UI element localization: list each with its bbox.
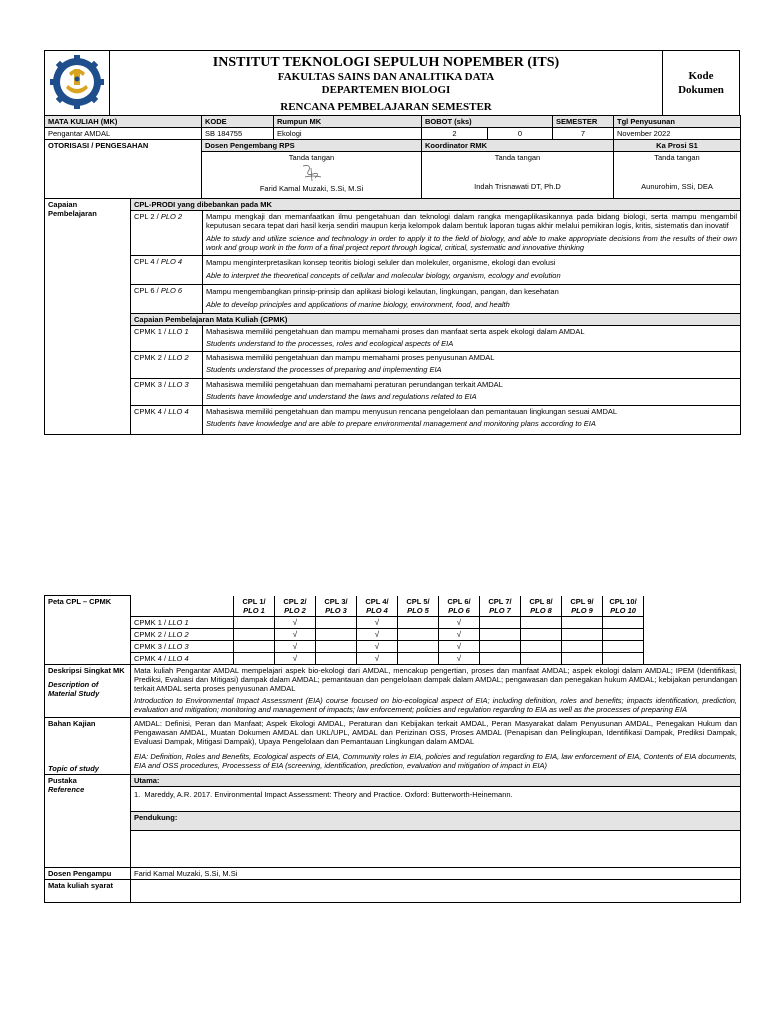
cpmk-code xyxy=(131,406,203,435)
cpmk-description-en: Students understand the processes of preparing and implementing EIA xyxy=(206,365,442,374)
cpl-description-id: Mampu mengkaji dan memanfaatkan ilmu pengetahuan dan teknologi dalam rangka mengaplikasikannya pada bidang biologi, serta mampu mengambil keputusan secara tepat dari hasil kerja sendiri maupun kerja kelompok dalam bentuk laporan tugas akhir melalui pemikiran logis, kritis, sistematis dan inovatif xyxy=(203,211,741,232)
matrix-row xyxy=(131,616,736,628)
matrix-spacer xyxy=(644,640,736,652)
document-header xyxy=(44,50,740,116)
cpl-code xyxy=(131,211,203,256)
matrix-spacer xyxy=(644,616,736,628)
matrix-check-cell xyxy=(316,616,357,628)
signature-kaprodi-label: Tanda tangan xyxy=(654,153,700,162)
plo-label: PLO 3 xyxy=(325,605,347,615)
matrix-check-cell xyxy=(562,652,603,664)
cpl-label: CPL 1/ xyxy=(242,596,266,606)
plo-label: PLO 4 xyxy=(366,605,388,615)
signature-kaprodi xyxy=(614,152,741,199)
institute-name: INSTITUT TEKNOLOGI SEPULUH NOPEMBER (ITS) xyxy=(212,55,560,70)
cpmk-header: Capaian Pembelajaran Mata Kuliah (CPMK) xyxy=(131,314,741,326)
capaian-label-line-2: Pembelajaran xyxy=(48,209,97,218)
matrix-check-cell xyxy=(234,616,275,628)
matrix-check-cell xyxy=(234,628,275,640)
peta-matrix-cell xyxy=(131,596,741,665)
matrix-row xyxy=(131,628,736,640)
cpl-label: CPL 7/ xyxy=(488,596,512,606)
document-title: RENCANA PEMBELAJARAN SEMESTER xyxy=(280,101,492,113)
cpmk-description xyxy=(203,326,741,352)
cpmk-code xyxy=(131,352,203,379)
label-kode: KODE xyxy=(202,116,274,128)
cpl-code xyxy=(131,285,203,314)
matrix-check-cell xyxy=(603,640,644,652)
matrix-check-cell: √ xyxy=(275,652,316,664)
matrix-check-cell: √ xyxy=(275,628,316,640)
label-dosen-pengembang: Dosen Pengembang RPS xyxy=(202,140,422,152)
course-code: SB 184755 xyxy=(202,128,274,140)
matrix-check-cell xyxy=(603,652,644,664)
llo-label: LLO 2 xyxy=(168,629,189,639)
cpl-label: CPL 2/ xyxy=(283,596,307,606)
course-semester: 7 xyxy=(553,128,614,140)
cpl-description-id: Mampu menginterpretasikan konsep teoritis biologi seluler dan molekuler, organisme, ekologi dan evolusi xyxy=(203,256,741,269)
matrix-check-cell xyxy=(316,628,357,640)
matrix-corner xyxy=(131,596,234,617)
plo-label: PLO 5 xyxy=(407,605,429,615)
detail-table xyxy=(44,595,741,903)
signature-koordinator xyxy=(422,152,614,199)
cpl-label: CPL 9/ xyxy=(570,596,594,606)
matrix-col-header xyxy=(562,596,603,617)
cpmk-description xyxy=(203,406,741,435)
cpl-label: CPL 3/ xyxy=(324,596,348,606)
cpmk-description-id: Mahasiswa memiliki pengetahuan dan mampu menyusun rencana pengelolaan dan pemantauan lingkungan sesuai AMDAL xyxy=(206,407,618,416)
label-dosen-pengampu: Dosen Pengampu xyxy=(45,867,131,879)
label-mata-kuliah: MATA KULIAH (MK) xyxy=(45,116,202,128)
llo-code-text: LLO 2 xyxy=(168,353,189,362)
cpmk-description xyxy=(203,352,741,379)
label-bobot: BOBOT (sks) xyxy=(422,116,553,128)
matrix-spacer xyxy=(644,596,736,617)
matrix-col-header xyxy=(316,596,357,617)
institution-title-block xyxy=(110,51,663,116)
course-bobot-practice: 0 xyxy=(488,128,553,140)
cpmk-code-text: CPMK 4 / xyxy=(134,407,169,416)
matrix-row-label xyxy=(131,628,234,640)
cpl-description-en: Able to develop principles and applications of marine biology, environment, food, and health xyxy=(203,297,741,314)
matrix-check-cell xyxy=(562,628,603,640)
matrix-check-cell xyxy=(398,616,439,628)
bahan-label: Bahan Kajian xyxy=(48,718,96,728)
cpmk-description xyxy=(203,379,741,406)
matrix-col-header xyxy=(480,596,521,617)
cpl-code xyxy=(131,256,203,285)
plo-label: PLO 8 xyxy=(530,605,552,615)
course-date: November 2022 xyxy=(614,128,741,140)
matrix-check-cell: √ xyxy=(439,640,480,652)
cpmk-code-text: CPMK 3 / xyxy=(134,380,169,389)
matrix-col-header xyxy=(234,596,275,617)
matrix-row-label xyxy=(131,652,234,664)
matrix-col-header xyxy=(603,596,644,617)
matrix-check-cell: √ xyxy=(439,652,480,664)
cpl-prodi-header: CPL-PRODI yang dibebankan pada MK xyxy=(131,199,741,211)
matrix-check-cell xyxy=(480,628,521,640)
bahan-text-en: EIA: Definition, Roles and Benefits, Ecological aspects of EIA, Community roles in EIA, policies and regulation regarding to EIA, law enforcement of EIA, Contents of EIA documents, EIA and OSS procedures, Processess of EIA (screening, identification, prediction, evaluation and mitigation of impact in EIA) xyxy=(134,751,737,770)
cpmk-label: CPMK 3 / xyxy=(134,641,169,651)
signature-koordinator-label: Tanda tangan xyxy=(494,153,541,162)
matrix-check-cell xyxy=(521,616,562,628)
deskripsi-label: Deskripsi Singkat MK xyxy=(48,665,125,675)
bahan-content xyxy=(131,717,741,774)
signature-dosen-name: Farid Kamal Muzaki, S.Si, M.Si xyxy=(259,184,364,193)
course-bobot-theory: 2 xyxy=(422,128,488,140)
cpmk-code xyxy=(131,379,203,406)
llo-label: LLO 3 xyxy=(168,641,189,651)
plo-code-text: PLO 6 xyxy=(160,286,183,295)
cpmk-label: CPMK 1 / xyxy=(134,617,169,627)
matrix-check-cell xyxy=(521,652,562,664)
llo-label: LLO 1 xyxy=(168,617,189,627)
course-info-table xyxy=(44,115,741,199)
label-pustaka xyxy=(45,774,131,867)
matrix-row-label xyxy=(131,616,234,628)
matrix-col-header xyxy=(521,596,562,617)
matrix-spacer xyxy=(644,628,736,640)
matrix-check-cell: √ xyxy=(357,628,398,640)
mk-syarat-content xyxy=(131,879,741,902)
matrix-row xyxy=(131,640,736,652)
matrix-col-header xyxy=(357,596,398,617)
matrix-check-cell xyxy=(562,616,603,628)
label-koordinator: Koordinator RMK xyxy=(422,140,614,152)
matrix-check-cell xyxy=(521,640,562,652)
label-deskripsi xyxy=(45,664,131,717)
cpl-label: CPL 4/ xyxy=(365,596,389,606)
matrix-check-cell xyxy=(480,616,521,628)
cpl-description-id: Mampu mengembangkan prinsip-prinsip dan aplikasi biologi kelautan, lingkungan, pangan, dan kesehatan xyxy=(203,285,741,298)
label-kaprodi: Ka Prosi S1 xyxy=(614,140,741,152)
matrix-check-cell xyxy=(603,616,644,628)
label-otorisasi: OTORISASI / PENGESAHAN xyxy=(45,140,202,199)
cpl-label: CPL 10/ xyxy=(609,596,637,606)
matrix-check-cell xyxy=(562,640,603,652)
course-name: Pengantar AMDAL xyxy=(45,128,202,140)
cpl-description-en: Able to interpret the theoretical concepts of cellular and molecular biology, organism, ecology and evolution xyxy=(203,268,741,285)
its-logo xyxy=(45,51,110,116)
llo-label: LLO 4 xyxy=(168,653,189,663)
label-mk-syarat: Mata kuliah syarat xyxy=(45,879,131,902)
matrix-check-cell xyxy=(398,652,439,664)
cpl-label: CPL 8/ xyxy=(529,596,553,606)
matrix-check-cell: √ xyxy=(357,616,398,628)
matrix-col-header xyxy=(439,596,480,617)
deskripsi-text-id: Mata kuliah Pengantar AMDAL mempelajari aspek bio-ekologi dari AMDAL, mencakup pengertian, proses dan manfaat AMDAL; aspek ekologi dalam AMDAL; IPEM (Identifikasi, Prediksi, Evaluasi dan Mitigasi) dampak dalam AMDAL; pemantauan dan pengelolaan dampak dalam AMDAL; pengawasan dan penegakan hukum AMDAL; kebijakan perundangan terkait AMDAL serta proses penyusunan AMDAL xyxy=(134,665,737,693)
capaian-pembelajaran-table xyxy=(44,198,741,435)
cpmk-description-en: Students have knowledge and are able to prepare environmental management and monitoring plans according to EIA xyxy=(206,419,596,428)
rps-page-1 xyxy=(44,50,740,435)
signature-kaprodi-name: Aunurohim, SSi, DEA xyxy=(641,182,713,191)
cpl-label: CPL 6/ xyxy=(447,596,471,606)
signature-dosen-label: Tanda tangan xyxy=(288,153,335,162)
cpl-code-text: CPL 4 / xyxy=(134,257,161,266)
matrix-check-cell xyxy=(521,628,562,640)
llo-code-text: LLO 4 xyxy=(168,407,189,416)
bahan-text-id: AMDAL: Definisi, Peran dan Manfaat; Aspek Ekologi AMDAL, Peraturan dan Kebijakan terkait AMDAL, Peran Masyarakat dalam Penyusunan AMDAL, Penegakan Hukum dan Pengawasan AMDAL, Muatan Dokumen AMDAL dan UKL/UPL, AMDAL dan Perizinan OSS, Proses AMDAL (Penapisan dan Pelingkupan, Identifikasi Dampak, Prediksi Dampak, Evaluasi Dampak, Mitigasi Dampak), Upaya Pengelolaan dan Pemantauan Lingkungan dalam AMDAL xyxy=(134,718,737,746)
cpl-code-text: CPL 6 / xyxy=(134,286,161,295)
deskripsi-label-en: Description of Material Study xyxy=(48,679,100,698)
cpmk-code-text: CPMK 1 / xyxy=(134,327,169,336)
pustaka-pendukung-label: Pendukung: xyxy=(131,811,741,830)
cpl-label: CPL 5/ xyxy=(406,596,430,606)
matrix-col-header xyxy=(275,596,316,617)
plo-code-text: PLO 2 xyxy=(160,212,183,221)
plo-label: PLO 6 xyxy=(448,605,470,615)
plo-label: PLO 1 xyxy=(243,605,265,615)
course-rumpun: Ekologi xyxy=(274,128,422,140)
llo-code-text: LLO 3 xyxy=(168,380,189,389)
matrix-check-cell xyxy=(234,652,275,664)
label-peta-cpl-cpmk: Peta CPL – CPMK xyxy=(45,596,131,665)
matrix-row-label xyxy=(131,640,234,652)
label-capaian-pembelajaran xyxy=(45,199,131,435)
matrix-row xyxy=(131,652,736,664)
matrix-check-cell xyxy=(603,628,644,640)
pustaka-pendukung-content xyxy=(131,830,741,867)
plo-label: PLO 9 xyxy=(571,605,593,615)
matrix-check-cell xyxy=(316,640,357,652)
matrix-check-cell xyxy=(398,640,439,652)
cpmk-label: CPMK 4 / xyxy=(134,653,169,663)
matrix-check-cell: √ xyxy=(357,652,398,664)
label-tgl: Tgl Penyusunan xyxy=(614,116,741,128)
cpmk-description-id: Mahasiswa memiliki pengetahuan dan memahami peraturan perundangan terkait AMDAL xyxy=(206,380,503,389)
pustaka-label-en: Reference xyxy=(48,784,85,794)
cpmk-description-en: Students have knowledge and understand the laws and regulations related to EIA xyxy=(206,392,477,401)
deskripsi-content xyxy=(131,664,741,717)
llo-code-text: LLO 1 xyxy=(168,327,189,336)
plo-label: PLO 10 xyxy=(610,605,636,615)
matrix-check-cell: √ xyxy=(275,640,316,652)
bahan-label-en: Topic of study xyxy=(48,763,99,773)
kode-dokumen-line-2: Dokumen xyxy=(678,84,724,96)
matrix-check-cell: √ xyxy=(439,616,480,628)
peta-cpl-cpmk-matrix xyxy=(131,596,737,665)
cpmk-description-id: Mahasiswa memiliki pengetahuan dan mampu memahami proses dan manfaat serta aspek ekologi dalam AMDAL xyxy=(206,327,585,336)
matrix-check-cell xyxy=(480,640,521,652)
pustaka-label: Pustaka xyxy=(48,775,77,785)
deskripsi-text-en: Introduction to Environmental Impact Assessment (EIA) course focused on bio-ecological aspect of EIA; including definition, roles and benefits; impacts identification, prediction, evaluation and mitigation; monitoring and management of impacts; law enforcement; policies and regulation regarding to EIA as well as the processes of preparing EIA xyxy=(134,695,737,714)
kode-dokumen-line-1: Kode xyxy=(688,70,714,82)
signature-koordinator-name: Indah Trisnawati DT, Ph.D xyxy=(474,182,561,191)
cpmk-label: CPMK 2 / xyxy=(134,629,169,639)
plo-code-text: PLO 4 xyxy=(160,257,183,266)
plo-label: PLO 2 xyxy=(284,605,306,615)
cpmk-description-id: Mahasiswa memiliki pengetahuan dan mampu memahami proses penyusunan AMDAL xyxy=(206,353,495,362)
label-rumpun: Rumpun MK xyxy=(274,116,422,128)
signature-dosen xyxy=(202,152,422,199)
cpmk-code-text: CPMK 2 / xyxy=(134,353,169,362)
dosen-pengampu-name: Farid Kamal Muzaki, S.Si, M.Si xyxy=(131,867,741,879)
cpmk-description-en: Students understand to the processes, roles and ecological aspects of EIA xyxy=(206,339,454,348)
cpl-code-text: CPL 2 / xyxy=(134,212,161,221)
its-logo-icon xyxy=(49,55,105,109)
cpl-description-en: Able to study and utilize science and technology in order to apply it to the field of biology, and able to make appropriate decisions from the results of their own work and group work in the form of a final project report through logical, critical, systematic and innovative thinking xyxy=(203,231,741,256)
matrix-spacer xyxy=(644,652,736,664)
plo-label: PLO 7 xyxy=(489,605,511,615)
pustaka-utama-item: 1. Mareddy, A.R. 2017. Environmental Impact Assessment: Theory and Practice. Oxford: Butterworth-Heinemann. xyxy=(131,786,741,811)
matrix-check-cell: √ xyxy=(439,628,480,640)
label-semester: SEMESTER xyxy=(553,116,614,128)
kode-dokumen xyxy=(663,51,740,116)
pustaka-utama-label: Utama: xyxy=(131,774,741,786)
matrix-check-cell: √ xyxy=(357,640,398,652)
matrix-col-header xyxy=(398,596,439,617)
label-bahan-kajian xyxy=(45,717,131,774)
capaian-label-line-1: Capaian xyxy=(48,200,78,209)
matrix-check-cell xyxy=(398,628,439,640)
matrix-check-cell: √ xyxy=(275,616,316,628)
cpmk-code xyxy=(131,326,203,352)
handwritten-signature-icon xyxy=(297,162,327,182)
faculty-name: FAKULTAS SAINS DAN ANALITIKA DATA xyxy=(277,71,495,83)
matrix-check-cell xyxy=(316,652,357,664)
matrix-check-cell xyxy=(234,640,275,652)
rps-page-2 xyxy=(44,595,740,903)
matrix-check-cell xyxy=(480,652,521,664)
department-name: DEPARTEMEN BIOLOGI xyxy=(321,84,451,96)
